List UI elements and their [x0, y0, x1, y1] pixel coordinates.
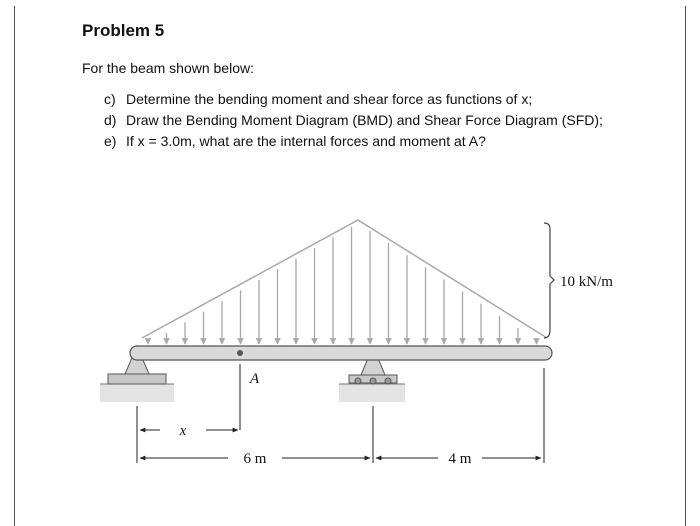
right-roller	[355, 378, 361, 384]
left-ground	[100, 384, 174, 402]
right-roller	[370, 378, 376, 384]
load-bracket	[544, 223, 554, 338]
load-arrows	[148, 227, 537, 344]
question-d	[104, 111, 624, 130]
problem-title: Problem 5	[82, 21, 165, 40]
left-support-base	[108, 374, 166, 384]
question-text: Determine the bending moment and shear force as functions of x;	[126, 91, 533, 107]
dim-6m-label: 6 m	[243, 451, 267, 467]
point-a-label: A	[250, 371, 260, 387]
x-dim-label: x	[179, 423, 187, 439]
question-text: Draw the Bending Moment Diagram (BMD) and Shear Force Diagram (SFD);	[126, 112, 603, 128]
dim-4m-label: 4 m	[448, 451, 472, 467]
question-label: c)	[104, 91, 116, 107]
load-label: 10 kN/m	[560, 274, 613, 290]
question-text: If x = 3.0m, what are the internal forces and moment at A?	[126, 133, 486, 149]
question-label: d)	[104, 112, 117, 128]
right-roller	[385, 378, 391, 384]
load-envelope	[142, 220, 547, 338]
point-a-marker	[237, 350, 243, 356]
beam	[130, 346, 552, 360]
problem-intro: For the beam shown below:	[82, 60, 254, 76]
question-list	[104, 90, 624, 153]
question-e	[104, 132, 624, 151]
question-label: e)	[104, 133, 117, 149]
beam-figure	[92, 218, 652, 478]
right-ground	[339, 384, 405, 402]
question-c	[104, 90, 624, 109]
